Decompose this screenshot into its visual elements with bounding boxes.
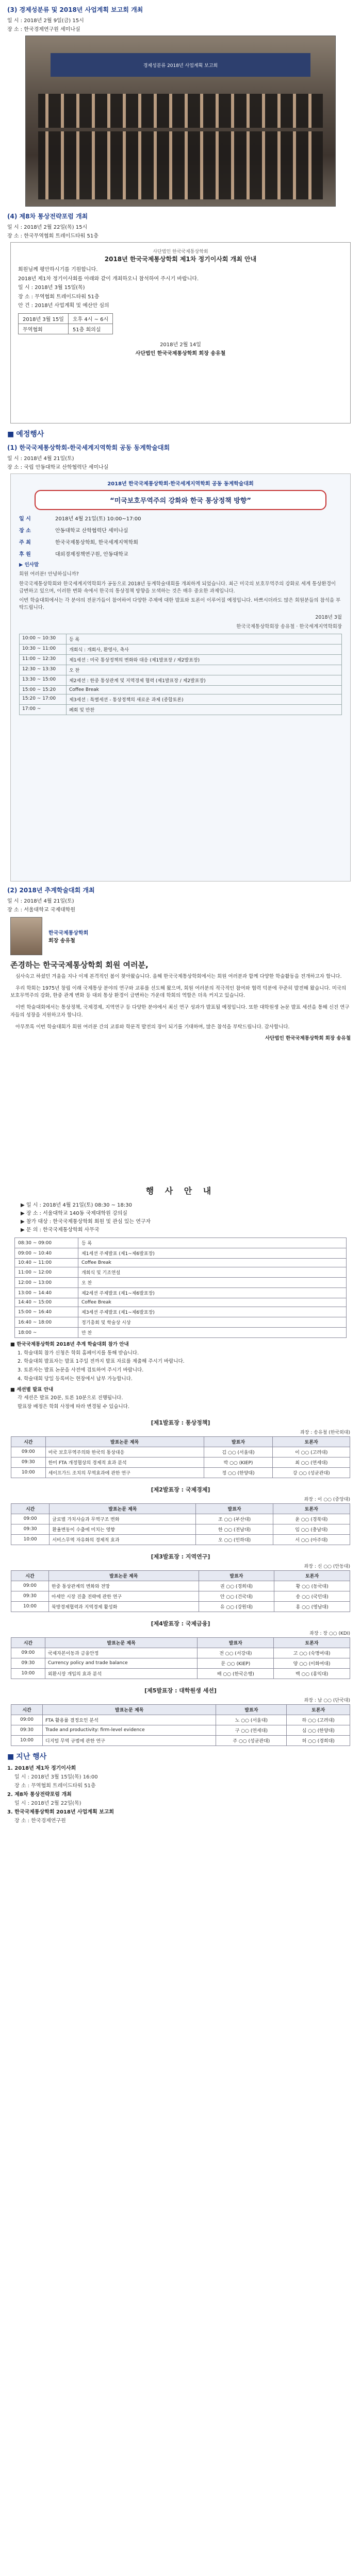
- presentation-table: [11, 1570, 350, 1612]
- table-row: [15, 1307, 347, 1317]
- table-row: [11, 1735, 350, 1745]
- prog-time: 18:00 ~: [15, 1328, 78, 1338]
- poster-intro: [19, 562, 342, 631]
- table-cell: 외환시장 개입의 효과 분석: [45, 1668, 198, 1679]
- table-cell: 09:30: [11, 1457, 46, 1467]
- table-row: [11, 1447, 350, 1457]
- table-header-row: [11, 1637, 350, 1648]
- table-cell: 아세안 시장 진출 전략에 관한 연구: [49, 1591, 199, 1601]
- room-chair: 좌장 : 송유철 (한국외대): [300, 1430, 350, 1435]
- intro-paragraph: 회원 여러분! 안녕하십니까?: [19, 571, 79, 578]
- table-cell: 51층 회의실: [68, 324, 112, 334]
- table-cell: 안 ○○ (건국대): [199, 1591, 274, 1601]
- table-cell: 전 ○○ (서강대): [198, 1648, 274, 1658]
- table-row: [11, 1601, 350, 1612]
- prog-time: 10:40 ~ 11:00: [15, 1259, 78, 1267]
- table-cell: 노 ○○ (서울대): [216, 1715, 287, 1725]
- speech-headline: 존경하는 한국국제통상학회 회원 여러분,: [10, 960, 149, 970]
- profile-org: 한국국제통상학회: [48, 930, 89, 936]
- room-chair: 좌장 : 신 ○○ (안동대): [304, 1564, 350, 1569]
- poster-title: “미국보호무역주의 강화와 한국 통상정책 방향”: [35, 490, 326, 510]
- prog-item: 만 찬: [78, 1328, 347, 1338]
- room-title: [제5발표장 : 대학원생 세션]: [144, 1687, 217, 1694]
- list-item: 2. 제8차 통상전략포럼 개최: [7, 1791, 72, 1798]
- sched-item: 제2세션 : 한중 통상관계 및 지역경제 협력 (제1발표장 / 제2발표장): [67, 675, 342, 686]
- table-cell: 글로벌 가치사슬과 무역구조 변화: [50, 1514, 196, 1524]
- room-chair: 좌장 : 남 ○○ (단국대): [304, 1698, 350, 1703]
- event-place: 장 소 : 국립 안동대학교 산학협력단 세미나실: [7, 465, 109, 470]
- table-row: [11, 1514, 350, 1524]
- table-row: [11, 1648, 350, 1658]
- sched-item: Coffee Break: [67, 686, 342, 694]
- section-upcoming: [0, 429, 361, 1746]
- list-item: ▶ 장 소 : 서울대학교 140동 국제대학원 강의실: [21, 1211, 127, 1216]
- sched-item: 오 찬: [67, 665, 342, 675]
- sched-time: 11:00 ~ 12:30: [20, 655, 67, 665]
- room-chair: 좌장 : 장 ○○ (KDI): [309, 1631, 350, 1636]
- column-header: 발표논문 제목: [45, 1637, 198, 1648]
- prog-time: 12:00 ~ 13:00: [15, 1278, 78, 1288]
- list-item: 1. 2018년 제1차 정기이사회: [7, 1765, 76, 1771]
- letter-title: 2018년 한국국제통상학회 제1차 정기이사회 개최 안내: [104, 256, 257, 263]
- guide-title: 행 사 안 내: [145, 1186, 216, 1196]
- table-cell: 송 ○○ (국민대): [274, 1591, 350, 1601]
- table-row: [20, 694, 342, 705]
- table-cell: 10:00: [11, 1668, 45, 1679]
- presentation-table: [11, 1637, 350, 1679]
- presentation-rooms: [0, 1418, 361, 1746]
- column-header: 토론자: [287, 1704, 350, 1715]
- info-value: 한국국제통상학회, 한국세계지역학회: [55, 540, 138, 546]
- sched-time: 10:30 ~ 11:00: [20, 645, 67, 655]
- prog-item: 등 록: [78, 1238, 347, 1248]
- section-business-report: [0, 5, 361, 207]
- table-cell: 주 ○○ (성균관대): [216, 1735, 287, 1745]
- upcoming-title-text: 예정행사: [16, 430, 44, 438]
- table-row: [11, 1715, 350, 1725]
- room-title: [제2발표장 : 국제경제]: [151, 1486, 210, 1493]
- prog-time: 09:00 ~ 10:40: [15, 1248, 78, 1259]
- table-cell: 최 ○○ (연세대): [273, 1457, 350, 1467]
- table-cell: 북방경제협력과 지역경제 활성화: [49, 1601, 199, 1612]
- column-header: 토론자: [273, 1503, 350, 1514]
- table-cell: 임 ○○ (충남대): [273, 1524, 350, 1534]
- table-cell: 이 ○○ (고려대): [273, 1447, 350, 1457]
- event-date: 일 시 : 2018년 4월 21일(토): [7, 899, 74, 904]
- table-row: [15, 1288, 347, 1298]
- table-row: [11, 1534, 350, 1545]
- column-header: 발표논문 제목: [45, 1436, 204, 1447]
- sched-item: 제1세션 : 미국 통상정책의 변화와 대응 (제1발표장 / 제2발표장): [67, 655, 342, 665]
- poster-schedule: [19, 634, 342, 715]
- poster-info-row: [19, 526, 342, 534]
- letter-date: 2018년 2월 14일: [160, 342, 201, 348]
- table-cell: 환율변동이 수출에 미치는 영향: [50, 1524, 196, 1534]
- prog-item: 제2세션 주제발표 (제1~제6발표장): [78, 1288, 347, 1298]
- section-title: (3) 경제성분류 및 2018년 사업계획 보고회 개최: [7, 6, 143, 13]
- section-past: [0, 1751, 361, 1824]
- column-header: 시간: [11, 1436, 46, 1447]
- list-item: 일 시 : 2018년 2월 22일(목): [14, 1800, 81, 1806]
- guide-list: [21, 1201, 340, 1234]
- table-header-row: [11, 1570, 350, 1581]
- table-cell: 09:00: [11, 1648, 45, 1658]
- room-title: [제1발표장 : 통상정책]: [151, 1419, 210, 1426]
- column-header: 발표자: [216, 1704, 287, 1715]
- notes-title: ■ 세션별 발표 안내: [10, 1386, 54, 1393]
- list-item: 일 시 : 2018년 3월 15일(목) 16:00: [14, 1774, 98, 1780]
- table-cell: 미국 보호무역주의와 한국의 통상대응: [45, 1447, 204, 1457]
- table-cell: 문 ○○ (KIEP): [198, 1658, 274, 1668]
- table-row: [11, 1524, 350, 1534]
- list-item: ▶ 참가 대상 : 한국국제통상학회 회원 및 관심 있는 연구자: [21, 1219, 151, 1225]
- list-item: 3. 한국국제통상학회 2018년 사업계획 보고회: [7, 1809, 114, 1815]
- intro-paragraph: 이번 학술대회에서는 각 분야의 전문가들이 참여하여 다양한 주제에 대한 발표와 토론이 이루어질 예정입니다. 바쁘시더라도 많은 회원분들의 참석을 부탁드립니다.: [19, 598, 341, 611]
- table-cell: 양 ○○ (이화여대): [274, 1658, 350, 1668]
- prog-item: Coffee Break: [78, 1259, 347, 1267]
- table-cell: 배 ○○ (한국은행): [198, 1668, 274, 1679]
- table-cell: 09:30: [11, 1658, 45, 1668]
- letter-item: 일 시 : 2018년 3월 15일(목): [18, 285, 85, 291]
- past-title-text: 지난 행사: [16, 1752, 47, 1761]
- column-header: 시간: [11, 1503, 50, 1514]
- letter-item: 장 소 : 무역협회 트레이드타워 51층: [18, 294, 100, 300]
- profile-name: 회장 송유철: [48, 938, 75, 944]
- table-header-row: [11, 1436, 350, 1447]
- table-row: [15, 1298, 347, 1307]
- presentation-table: [11, 1436, 350, 1478]
- table-row: [20, 645, 342, 655]
- table-cell: 09:30: [11, 1591, 49, 1601]
- table-row: [11, 1581, 350, 1591]
- table-cell: 서비스무역 자유화의 경제적 효과: [50, 1534, 196, 1545]
- table-cell: Currency policy and trade balance: [45, 1658, 198, 1668]
- event-date: 일 시 : 2018년 4월 21일(토): [7, 456, 74, 462]
- table-cell: 백 ○○ (홍익대): [274, 1668, 350, 1679]
- info-value: 안동대학교 산학협력단 세미나실: [55, 528, 128, 534]
- info-label: 일 시: [19, 516, 31, 522]
- list-item: 장 소 : 한국경제연구원: [14, 1818, 66, 1824]
- table-row: [20, 665, 342, 675]
- table-cell: 10:00: [11, 1467, 46, 1478]
- intro-label: ▶ 인사말: [19, 562, 39, 568]
- group-photo: [25, 36, 336, 207]
- section-title: (1) 한국국제통상학회-한국세계지역학회 공동 동계학술대회: [7, 444, 170, 451]
- speech-sign: 사단법인 한국국제통상학회 회장 송유철: [265, 1036, 351, 1042]
- prog-item: Coffee Break: [78, 1298, 347, 1307]
- poster-header: 2018년 한국국제통상학회·한국세계지역학회 공동 동계학술대회: [107, 481, 254, 487]
- table-row: [20, 655, 342, 665]
- table-cell: 박 ○○ (KIEP): [204, 1457, 273, 1467]
- letter-signer: 사단법인 한국국제통상학회 회장 송유철: [135, 351, 226, 357]
- sched-time: 12:30 ~ 13:30: [20, 665, 67, 675]
- letter-greeting: 회원님께 평안하시기를 기원합니다.: [18, 267, 98, 273]
- table-row: [20, 675, 342, 686]
- table-cell: Trade and productivity: firm-level evidence: [43, 1725, 216, 1735]
- table-row: [20, 705, 342, 715]
- table-cell: 유 ○○ (강원대): [199, 1601, 274, 1612]
- column-header: 발표자: [196, 1503, 273, 1514]
- event-place: 장 소 : 서울대학교 국제대학원: [7, 907, 76, 913]
- list-item: 각 세션은 발표 20분, 토론 10분으로 진행됩니다.: [18, 1395, 123, 1401]
- bullet-icon: ■: [7, 430, 14, 438]
- notes-title: ■ 한국국제통상학회 2018년 추계 학술대회 참가 안내: [10, 1342, 129, 1347]
- prog-item: 제1세션 주제발표 (제1~제6발표장): [78, 1248, 347, 1259]
- list-item: 4. 학술대회 당일 등록비는 현장에서 납부 가능합니다.: [18, 1376, 133, 1382]
- table-header-row: [11, 1704, 350, 1715]
- table-cell: 09:00: [11, 1514, 50, 1524]
- table-cell: 09:00: [11, 1447, 46, 1457]
- room-title: [제4발표장 : 국제금융]: [151, 1620, 210, 1627]
- table-cell: 권 ○○ (경희대): [199, 1581, 274, 1591]
- speech-paragraph: 우리 학회는 1975년 창립 이래 국제통상 분야의 연구와 교류를 선도해 왔으며, 회원 여러분의 적극적인 참여와 협력 덕분에 꾸준히 발전해 왔습니다. 미국의 보호무역주의 강화, 한중 관계 변화 등 대외 통상 환경이 급변하는 가운데 학회의 역할은 더욱 커지고 있습니다.: [10, 985, 347, 999]
- prog-item: 정기총회 및 학술상 시상: [78, 1317, 347, 1328]
- table-cell: 한미 FTA 개정협상의 경제적 효과 분석: [45, 1457, 204, 1467]
- intro-paragraph: 한국국제통상학회와 한국세계지역학회가 공동으로 2018년 동계학술대회를 개최하게 되었습니다. 최근 미국의 보호무역주의 강화로 세계 통상환경이 급변하고 있으며, 이러한 변화 속에서 한국의 통상정책 방향을 모색하는 것은 매우 중요한 과제입니다.: [19, 581, 336, 594]
- column-header: 시간: [11, 1637, 45, 1648]
- prog-time: 13:00 ~ 14:40: [15, 1288, 78, 1298]
- presentation-table: [11, 1503, 350, 1545]
- sched-item: 등 록: [67, 634, 342, 645]
- table-row: [15, 1267, 347, 1278]
- sched-item: 폐회 및 만찬: [67, 705, 342, 715]
- event-place: 장 소 : 한국경제연구원 세미나실: [7, 27, 80, 32]
- letter-table: [18, 313, 113, 334]
- table-row: [11, 1591, 350, 1601]
- table-row: [15, 1259, 347, 1267]
- table-cell: 2018년 3월 15일: [19, 313, 69, 324]
- avatar: [10, 917, 42, 955]
- event-date: 일 시 : 2018년 2월 22일(목) 15시: [7, 225, 88, 230]
- prog-time: 11:00 ~ 12:00: [15, 1267, 78, 1278]
- bullet-icon: ■: [7, 1752, 14, 1761]
- table-cell: 한중 통상관계의 변화와 전망: [49, 1581, 199, 1591]
- table-row: [15, 1317, 347, 1328]
- newsletter-page: [0, 5, 361, 2576]
- event-place: 장 소 : 한국무역협회 트레이드타워 51층: [7, 233, 99, 239]
- table-row: [15, 1238, 347, 1248]
- upcoming-title: [7, 429, 354, 439]
- table-cell: 오후 4시 ~ 6시: [68, 313, 112, 324]
- table-cell: 강 ○○ (성균관대): [273, 1467, 350, 1478]
- table-cell: 09:00: [11, 1715, 43, 1725]
- table-cell: 10:00: [11, 1534, 50, 1545]
- table-cell: 조 ○○ (부산대): [196, 1514, 273, 1524]
- info-label: 장 소: [19, 528, 31, 534]
- list-item: 3. 토론자는 발표 논문을 사전에 검토하여 주시기 바랍니다.: [18, 1367, 144, 1374]
- intro-sign: 한국국제통상학회장 송유철 · 한국세계지역학회장: [236, 623, 342, 630]
- table-cell: 디지털 무역 규범에 관한 연구: [43, 1735, 216, 1745]
- table-cell: 김 ○○ (서울대): [204, 1447, 273, 1457]
- participation-notes: [10, 1341, 351, 1411]
- list-item: 장 소 : 무역협회 트레이드타워 51층: [14, 1783, 96, 1789]
- table-cell: 구 ○○ (연세대): [216, 1725, 287, 1735]
- section-trade-forum: [0, 212, 361, 423]
- speech-paragraph: 이번 학술대회에서는 통상정책, 국제경제, 지역연구 등 다양한 분야에서 최신 연구 성과가 발표될 예정입니다. 또한 대학원생 논문 발표 세션을 통해 신진 연구자들의 성장을 지원하고자 합니다.: [10, 1005, 350, 1018]
- prog-item: 제3세션 주제발표 (제1~제6발표장): [78, 1307, 347, 1317]
- table-row: [11, 1457, 350, 1467]
- table-cell: FTA 활용률 결정요인 분석: [43, 1715, 216, 1725]
- past-title: [7, 1751, 354, 1761]
- list-item: 2. 학술대회 발표자는 발표 1주일 전까지 발표 자료를 제출해 주시기 바랍니다.: [18, 1359, 185, 1365]
- president-profile: [10, 917, 351, 955]
- table-row: [20, 634, 342, 645]
- prog-item: 개회식 및 기조연설: [78, 1267, 347, 1278]
- table-cell: 10:00: [11, 1601, 49, 1612]
- table-cell: 무역협회: [19, 324, 69, 334]
- room-title: [제3발표장 : 지역연구]: [151, 1553, 210, 1560]
- intro-date: 2018년 3월: [315, 614, 342, 620]
- table-cell: 세이프가드 조치의 무역효과에 관한 연구: [45, 1467, 204, 1478]
- table-cell: 오 ○○ (인하대): [196, 1534, 273, 1545]
- table-header-row: [11, 1503, 350, 1514]
- column-header: 발표자: [199, 1570, 274, 1581]
- sched-time: 13:30 ~ 15:00: [20, 675, 67, 686]
- meeting-notice-letter: [10, 242, 351, 423]
- column-header: 발표논문 제목: [43, 1704, 216, 1715]
- poster-info-row: [19, 514, 342, 522]
- poster-info-row: [19, 538, 342, 546]
- event-date: 일 시 : 2018년 2월 9일(금) 15시: [7, 18, 84, 24]
- column-header: 토론자: [274, 1637, 350, 1648]
- table-row: [11, 1725, 350, 1735]
- info-value: 대외경제정책연구원, 안동대학교: [55, 552, 128, 557]
- room-chair: 좌장 : 이 ○○ (중앙대): [304, 1497, 350, 1502]
- section-title: (4) 제8차 통상전략포럼 개최: [7, 213, 88, 220]
- photo-banner: 경제성분류 2018년 사업계획 보고회: [51, 53, 310, 77]
- letter-body: 2018년 제1차 정기이사회를 아래와 같이 개최하오니 참석하여 주시기 바랍니다.: [18, 276, 199, 282]
- table-row: [11, 1658, 350, 1668]
- table-cell: 국제자본이동과 금융안정: [45, 1648, 198, 1658]
- program-table: [14, 1238, 347, 1338]
- prog-time: 16:40 ~ 18:00: [15, 1317, 78, 1328]
- prog-time: 14:40 ~ 15:00: [15, 1298, 78, 1307]
- list-item: 1. 학술대회 참가 신청은 학회 홈페이지를 통해 받습니다.: [18, 1350, 139, 1356]
- table-cell: 한 ○○ (전남대): [196, 1524, 273, 1534]
- list-item: ▶ 문 의 : 한국국제통상학회 사무국: [21, 1227, 100, 1233]
- table-cell: 09:00: [11, 1581, 49, 1591]
- table-cell: 10:00: [11, 1735, 43, 1745]
- prog-item: 오 찬: [78, 1278, 347, 1288]
- column-header: 발표자: [198, 1637, 274, 1648]
- prog-time: 08:30 ~ 09:00: [15, 1238, 78, 1248]
- table-cell: 하 ○○ (고려대): [287, 1715, 350, 1725]
- table-row: [15, 1248, 347, 1259]
- column-header: 시간: [11, 1570, 49, 1581]
- info-label: 주 최: [19, 540, 31, 546]
- column-header: 시간: [11, 1704, 43, 1715]
- sched-time: 10:00 ~ 10:30: [20, 634, 67, 645]
- section-title: (2) 2018년 추계학술대회 개최: [7, 887, 95, 894]
- sched-time: 17:00 ~: [20, 705, 67, 715]
- table-cell: 고 ○○ (숙명여대): [274, 1648, 350, 1658]
- column-header: 발표논문 제목: [49, 1570, 199, 1581]
- presentation-table: [11, 1704, 350, 1746]
- table-cell: 09:30: [11, 1524, 50, 1534]
- table-cell: 허 ○○ (경희대): [287, 1735, 350, 1745]
- table-row: [20, 686, 342, 694]
- prog-time: 15:00 ~ 16:40: [15, 1307, 78, 1317]
- sched-item: 제3세션 : 특별세션 - 통상정책의 새로운 과제 (종합토론): [67, 694, 342, 705]
- column-header: 토론자: [273, 1436, 350, 1447]
- table-cell: 심 ○○ (한양대): [287, 1725, 350, 1735]
- list-item: 발표장 배정은 학회 사정에 따라 변경될 수 있습니다.: [18, 1404, 129, 1410]
- table-row: [11, 1668, 350, 1679]
- table-cell: 황 ○○ (동국대): [274, 1581, 350, 1591]
- speech-paragraph: 아무쪼록 이번 학술대회가 회원 여러분 간의 교류와 학문적 발전의 장이 되기를 기대하며, 많은 참석을 부탁드립니다. 감사합니다.: [15, 1024, 290, 1030]
- letter-item: 안 건 : 2018년 사업계획 및 예산안 심의: [18, 303, 109, 309]
- table-cell: 서 ○○ (아주대): [273, 1534, 350, 1545]
- table-cell: 윤 ○○ (경북대): [273, 1514, 350, 1524]
- sched-time: 15:20 ~ 17:00: [20, 694, 67, 705]
- table-row: [15, 1328, 347, 1338]
- table-row: [15, 1278, 347, 1288]
- column-header: 토론자: [274, 1570, 350, 1581]
- sched-item: 개회식 : 개회사, 환영사, 축사: [67, 645, 342, 655]
- sched-time: 15:00 ~ 15:20: [20, 686, 67, 694]
- conference-poster: [10, 473, 351, 882]
- table-cell: 정 ○○ (한양대): [204, 1467, 273, 1478]
- table-cell: 09:30: [11, 1725, 43, 1735]
- president-speech: [10, 973, 351, 1179]
- poster-info-row: [19, 550, 342, 557]
- info-label: 후 원: [19, 552, 31, 557]
- table-row: [11, 1467, 350, 1478]
- info-value: 2018년 4월 21일(토) 10:00~17:00: [55, 516, 141, 522]
- column-header: 발표자: [204, 1436, 273, 1447]
- table-cell: 홍 ○○ (영남대): [274, 1601, 350, 1612]
- speech-paragraph: 심사숙고 하셨던 겨울을 지나 이제 본격적인 봄이 찾아왔습니다. 올해 한국국제통상학회에서는 회원 여러분과 함께 다양한 학술활동을 전개하고자 합니다.: [15, 974, 342, 979]
- column-header: 발표논문 제목: [50, 1503, 196, 1514]
- list-item: ▶ 일 시 : 2018년 4월 21일(토) 08:30 ~ 18:30: [21, 1202, 132, 1208]
- letter-org: 사단법인 한국국제통상학회: [153, 249, 208, 255]
